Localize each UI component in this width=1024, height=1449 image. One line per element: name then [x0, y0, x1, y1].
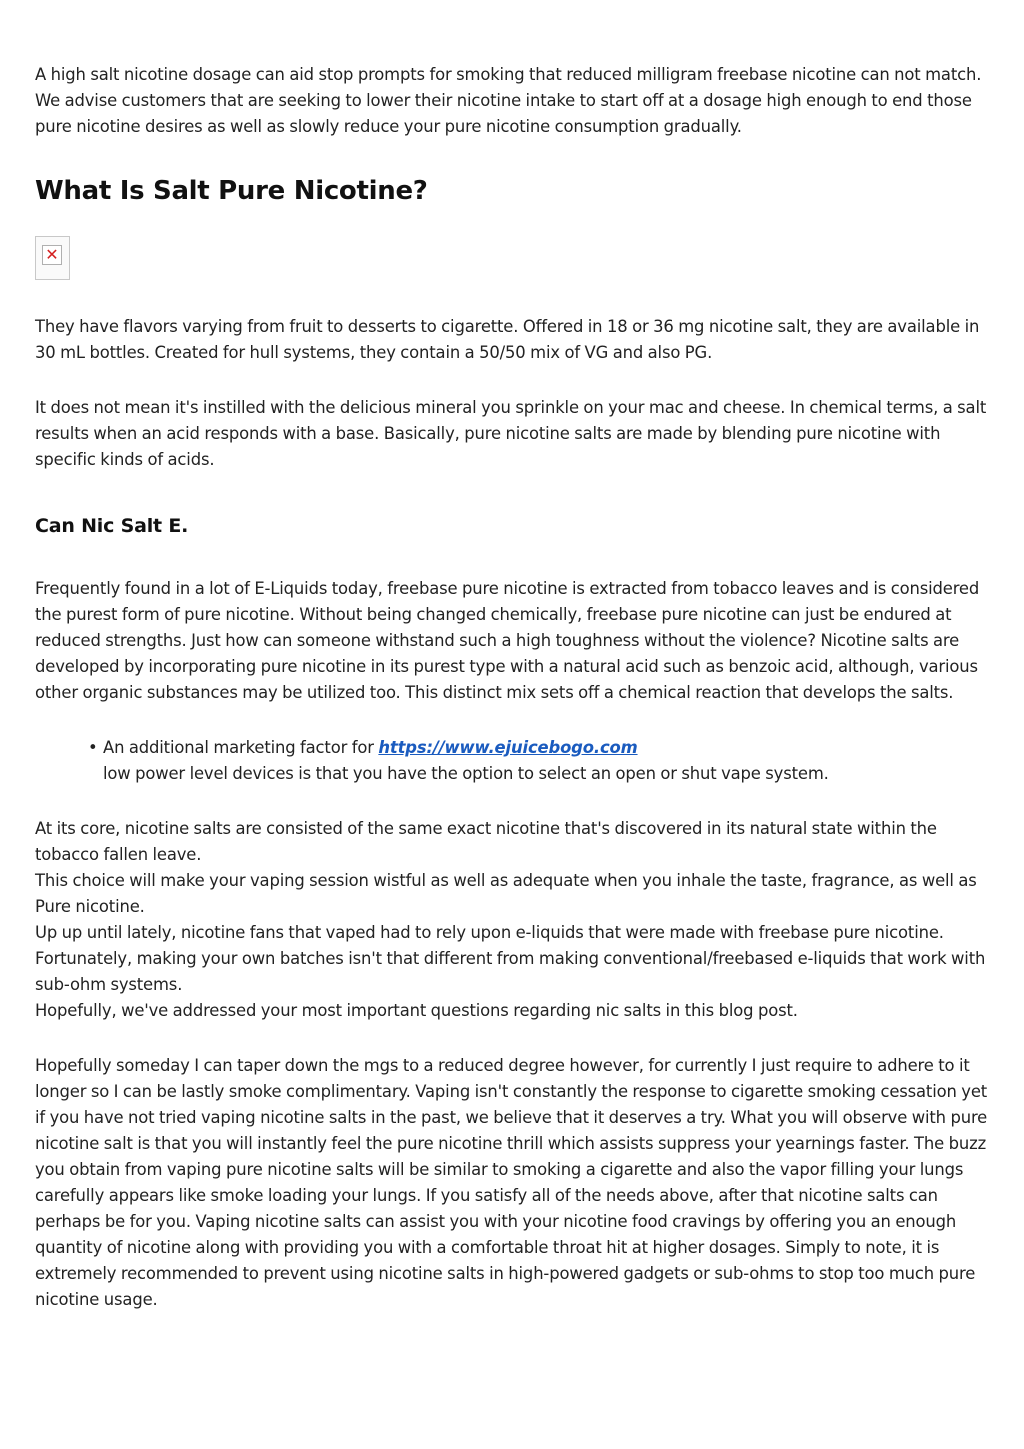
freebase-paragraph: Frequently found in a lot of E-Liquids today, freebase pure nicotine is extracted from tobacco leaves and is considered the purest form of pure nicotine. Without being changed chemically, freebase pure nicotine can just be endured at reduced strengths. Just how can someone withstand such a high toughness without the violence? Nicotine salts are developed by incorporating pure nicotine in its purest type with a natural acid such as benzoic acid, although, various other organic substances may be utilized too. This distinct mix sets off a chemical reaction that develops the salts. [35, 579, 980, 702]
core-line: This choice will make your vaping session wistful as well as adequate when you inhale the taste, fragrance, as well as Pure nicotine. [35, 871, 977, 916]
article [35, 62, 995, 1313]
core-line: At its core, nicotine salts are consisted of the same exact nicotine that's discovered in its natural state within the tobacco fallen leave. [35, 819, 937, 864]
heading-can-nic-salt: Can Nic Salt E. [35, 515, 189, 537]
bullet-marker: • [88, 738, 98, 757]
intro-paragraph: A high salt nicotine dosage can aid stop prompts for smoking that reduced milligram freebase nicotine can not match. We advise customers that are seeking to lower their nicotine intake to start off at a dosage high enough to end those pure nicotine desires as well as slowly reduce your pure nicotine consumption gradually. [35, 65, 982, 136]
core-line: Up up until lately, nicotine fans that vaped had to rely upon e-liquids that were made with freebase pure nicotine. [35, 923, 944, 942]
broken-image-placeholder [35, 236, 70, 280]
ejuicebogo-link[interactable]: https://www.ejuicebogo.com [378, 738, 638, 757]
list-item-suffix: low power level devices is that you have the option to select an open or shut vape system. [103, 764, 829, 783]
core-line: Fortunately, making your own batches isn't that different from making conventional/freebased e-liquids that work with sub-ohm systems. [35, 949, 986, 994]
heading-what-is-salt-nicotine: What Is Salt Pure Nicotine? [35, 176, 428, 206]
closing-paragraph: Hopefully someday I can taper down the mgs to a reduced degree however, for currently I just require to adhere to it longer so I can be lastly smoke complimentary. Vaping isn't constantly the response to cigarette smoking cessation yet if you have not tried vaping nicotine salts in the past, we believe that it deserves a try. What you will observe with pure nicotine salt is that you will instantly feel the pure nicotine thrill which assists suppress your yearnings faster. The buzz you obtain from vaping pure nicotine salts will be similar to smoking a cigarette and also the vapor filling your lungs carefully appears like smoke loading your lungs. If you satisfy all of the needs above, after that nicotine salts can perhaps be for you. Vaping nicotine salts can assist you with your nicotine food cravings by offering you an enough quantity of nicotine along with providing you with a comfortable throat hit at higher dosages. Simply to note, it is extremely recommended to prevent using nicotine salts in high-powered gadgets or sub-ohms to stop too much pure nicotine usage. [35, 1056, 988, 1309]
core-line: Hopefully, we've addressed your most important questions regarding nic salts in this blog post. [35, 1001, 798, 1020]
broken-image-icon: ✕ [42, 245, 62, 265]
core-paragraph [35, 816, 995, 1024]
flavors-paragraph: They have flavors varying from fruit to desserts to cigarette. Offered in 18 or 36 mg nicotine salt, they are available in 30 mL bottles. Created for hull systems, they contain a 50/50 mix of VG and also PG. [35, 317, 980, 362]
mineral-paragraph: It does not mean it's instilled with the delicious mineral you sprinkle on your mac and cheese. In chemical terms, a salt results when an acid responds with a base. Basically, pure nicotine salts are made by blending pure nicotine with specific kinds of acids. [35, 398, 987, 469]
bullet-list [35, 735, 995, 787]
list-item [88, 735, 995, 787]
list-item-prefix: An additional marketing factor for [103, 738, 374, 757]
